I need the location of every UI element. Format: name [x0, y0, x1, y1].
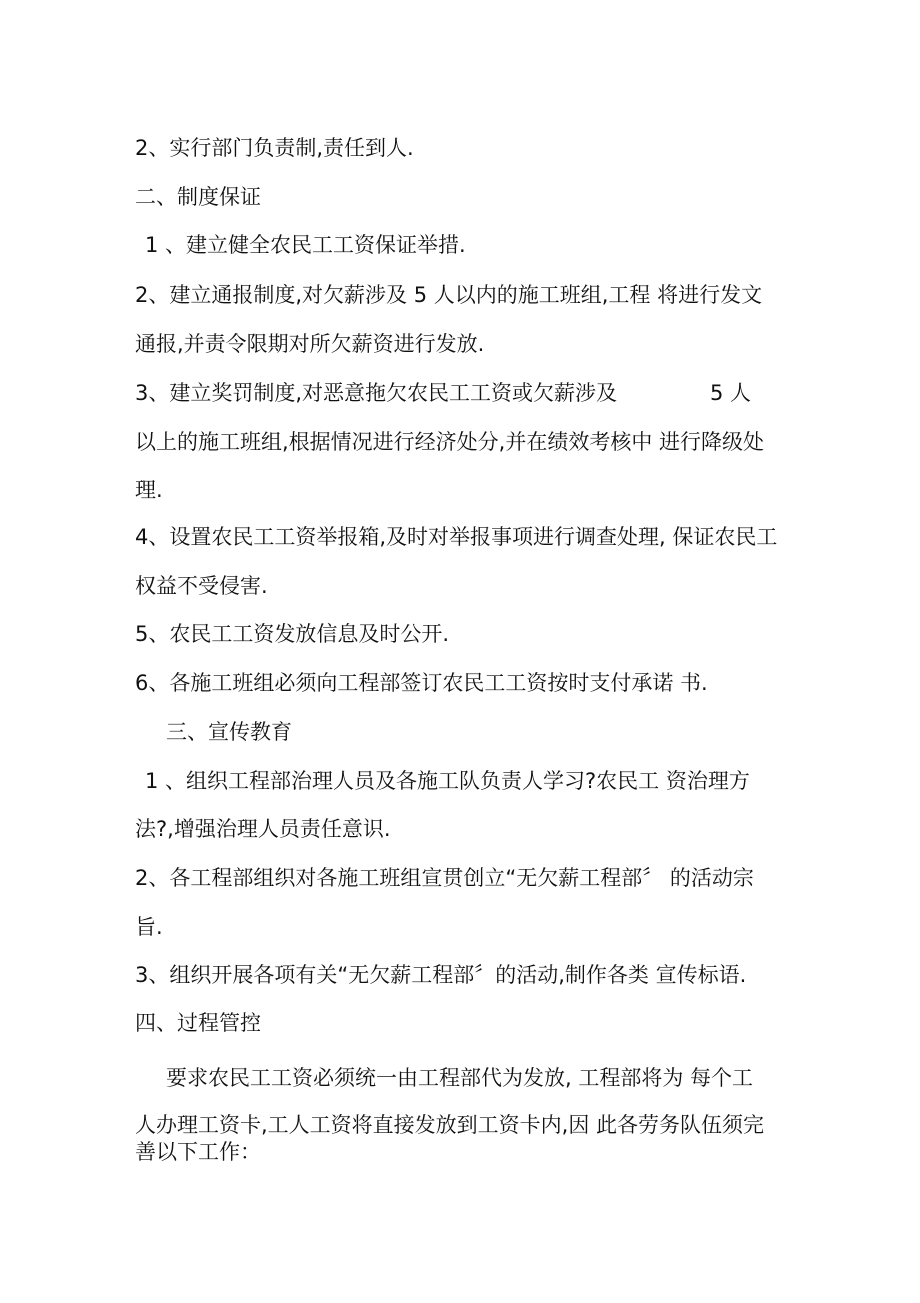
para-item-2-dept-responsibility: 2、实行部门负责制,责任到人.: [135, 136, 414, 160]
para-process-line1: 要求农民工工资必须统一由工程部代为发放, 工程部将为 每个工: [166, 1066, 754, 1090]
para-item-4-report-box-line1: 4、设置农民工工资举报箱,及时对举报事项进行调查处理, 保证农民工: [135, 525, 778, 549]
para-item-2-notification-line1: 2、建立通报制度,对欠薪涉及 5 人以内的施工班组,工程 将进行发文: [135, 283, 763, 307]
section-heading-2: 二、制度保证: [135, 185, 261, 209]
para-item-2-notification-line2: 通报,并责令限期对所欠薪资进行发放.: [135, 332, 485, 356]
para-item-6-commitment: 6、各施工班组必须向工程部签订农民工工资按时支付承诺 书.: [135, 671, 708, 695]
para-item-4-report-box-line2: 权益不受侵害.: [135, 574, 268, 598]
para-item-3-activities: 3、组织开展各项有关“无欠薪工程部〞的活动,制作各类 宣传标语.: [135, 963, 747, 987]
section-heading-4: 四、过程管控: [135, 1011, 261, 1035]
para-item-1-training-line1: 1 、组织工程部治理人员及各施工队负责人学习?农民工 资治理方: [145, 769, 750, 793]
para-item-3-reward-line1-tail: 5 人: [710, 381, 752, 405]
para-item-3-reward-line1: 3、建立奖罚制度,对恶意拖欠农民工工资或欠薪涉及: [135, 381, 618, 405]
para-item-3-reward-line2: 以上的施工班组,根据情况进行经济处分,并在绩效考核中 进行降级处: [135, 430, 765, 454]
para-process-line2: 人办理工资卡,工人工资将直接发放到工资卡内,因 此各劳务队伍须完: [135, 1113, 765, 1137]
section-heading-3: 三、宣传教育: [166, 720, 292, 744]
para-item-1-guarantee-measures: 1 、建立健全农民工工资保证举措.: [145, 233, 466, 257]
para-item-3-reward-line3: 理.: [135, 478, 163, 502]
para-process-line3: 善以下工作：: [135, 1140, 261, 1164]
para-item-5-disclosure: 5、农民工工资发放信息及时公开.: [135, 622, 450, 646]
para-item-2-campaign-line1: 2、各工程部组织对各施工班组宣贯创立“无欠薪工程部〞 的活动宗: [135, 866, 754, 890]
para-item-1-training-line2: 法?,增强治理人员责任意识.: [135, 817, 391, 841]
para-item-2-campaign-line2: 旨.: [135, 915, 163, 939]
